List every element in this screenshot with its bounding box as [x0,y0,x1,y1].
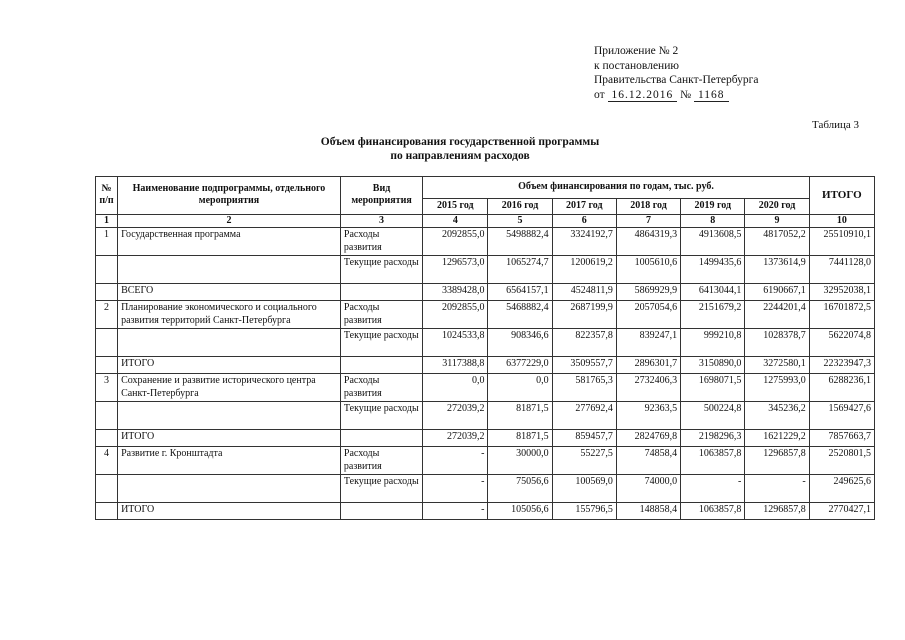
row-value: 1028378,7 [745,329,809,357]
row-value: - [423,475,488,503]
row-name [118,475,341,503]
row-number [96,402,118,430]
row-type: Текущие расходы [340,329,422,357]
row-value: 2151679,2 [681,301,745,329]
row-value: 4913608,5 [681,228,745,256]
row-value: 1698071,5 [681,374,745,402]
row-value: 1296573,0 [423,256,488,284]
row-value: 1200619,2 [552,256,616,284]
table-row [96,228,875,256]
row-value: 3389428,0 [423,284,488,301]
header-year: 2017 год [552,199,616,215]
row-number: 4 [96,447,118,475]
row-value: 3150890,0 [681,357,745,374]
date-prefix: от [594,88,605,101]
row-value: 2092855,0 [423,301,488,329]
row-value: 6564157,1 [488,284,552,301]
title-line-2: по направлениям расходов [390,150,530,162]
row-value: 1065274,7 [488,256,552,284]
row-value: 100569,0 [552,475,616,503]
row-value: 1296857,8 [745,447,809,475]
row-value: 1063857,8 [681,503,745,520]
table-row [96,402,875,430]
table-row [96,329,875,357]
table-row [96,256,875,284]
row-value: 6190667,1 [745,284,809,301]
row-number [96,256,118,284]
row-value: 272039,2 [423,430,488,447]
row-value: 5468882,4 [488,301,552,329]
header-year: 2016 год [488,199,552,215]
row-number [96,503,118,520]
row-value: 3509557,7 [552,357,616,374]
row-value: 148858,4 [616,503,680,520]
row-value: 1005610,6 [616,256,680,284]
header-total: ИТОГО [809,177,874,215]
row-name: ИТОГО [118,503,341,520]
row-total: 7857663,7 [809,430,874,447]
row-value: 581765,3 [552,374,616,402]
row-value: 272039,2 [423,402,488,430]
row-type: Расходы развития [340,447,422,475]
row-value: 81871,5 [488,402,552,430]
row-total: 16701872,5 [809,301,874,329]
row-value: - [423,503,488,520]
row-value: 1296857,8 [745,503,809,520]
header-num: № п/п [96,177,118,215]
row-value: 4864319,3 [616,228,680,256]
row-total: 5622074,8 [809,329,874,357]
row-value: 55227,5 [552,447,616,475]
appendix-line-3: Правительства Санкт-Петербурга [594,74,759,86]
row-total: 2770427,1 [809,503,874,520]
row-total: 1569427,6 [809,402,874,430]
header-funding: Объем финансирования по годам, тыс. руб. [423,177,809,199]
row-value: - [423,447,488,475]
row-total: 22323947,3 [809,357,874,374]
number-prefix: № [680,88,692,101]
row-number [96,475,118,503]
appendix-line-2: к постановлению [594,59,679,72]
header-year: 2015 год [423,199,488,215]
table-row [96,301,875,329]
row-number [96,430,118,447]
appendix-date-line [594,88,759,103]
row-value: 1275993,0 [745,374,809,402]
row-type: Расходы развития [340,374,422,402]
header-year: 2020 год [745,199,809,215]
column-number: 9 [745,214,809,228]
table-row [96,475,875,503]
column-number: 6 [552,214,616,228]
row-number: 2 [96,301,118,329]
decree-date: 16.12.2016 [608,89,678,102]
row-value: 1499435,6 [681,256,745,284]
column-number: 5 [488,214,552,228]
table-row [96,374,875,402]
funding-table [95,176,875,520]
row-value: 908346,6 [488,329,552,357]
row-name: Сохранение и развитие исторического центра Санкт-Петербурга [118,374,341,402]
row-value: 2687199,9 [552,301,616,329]
row-name: Развитие г. Кронштадта [118,447,341,475]
row-value: 30000,0 [488,447,552,475]
row-value: 92363,5 [616,402,680,430]
appendix-line-1: Приложение № 2 [594,45,679,57]
row-value: 2732406,3 [616,374,680,402]
row-type [340,430,422,447]
row-value: 0,0 [488,374,552,402]
decree-number: 1168 [694,89,729,102]
header-year: 2018 год [616,199,680,215]
row-total: 32952038,1 [809,284,874,301]
row-value: 3117388,8 [423,357,488,374]
appendix-block [594,44,759,102]
column-number: 7 [616,214,680,228]
row-value: 74000,0 [616,475,680,503]
row-name [118,256,341,284]
row-value: 3324192,7 [552,228,616,256]
title-line-1: Объем финансирования государственной программы [320,136,600,148]
row-total: 2520801,5 [809,447,874,475]
row-type: Расходы развития [340,301,422,329]
row-value: 2896301,7 [616,357,680,374]
header-type: Вид мероприятия [340,177,422,215]
row-value: 105056,6 [488,503,552,520]
row-value: 74858,4 [616,447,680,475]
table-label: Таблица 3 [812,119,860,131]
row-value: 2198296,3 [681,430,745,447]
row-value: - [745,475,809,503]
row-value: 3272580,1 [745,357,809,374]
row-value: 345236,2 [745,402,809,430]
table-row [96,284,875,301]
row-type [340,284,422,301]
row-value: 5498882,4 [488,228,552,256]
row-value: 81871,5 [488,430,552,447]
row-value: 4817052,2 [745,228,809,256]
row-value: 500224,8 [681,402,745,430]
header-year: 2019 год [681,199,745,215]
row-name: ИТОГО [118,357,341,374]
row-name: ИТОГО [118,430,341,447]
row-total: 249625,6 [809,475,874,503]
table-row [96,430,875,447]
row-value: 1621229,2 [745,430,809,447]
header-name: Наименование подпрограммы, отдельного мероприятия [118,177,341,215]
row-value: 5869929,9 [616,284,680,301]
table-row [96,357,875,374]
row-name [118,329,341,357]
row-value: 4524811,9 [552,284,616,301]
column-number: 3 [340,214,422,228]
column-number: 10 [809,214,874,228]
row-value: 1024533,8 [423,329,488,357]
table-row [96,447,875,475]
row-value: 6377229,0 [488,357,552,374]
row-total: 25510910,1 [809,228,874,256]
row-type [340,357,422,374]
document-title [300,135,620,163]
row-value: 2824769,8 [616,430,680,447]
row-type: Расходы развития [340,228,422,256]
row-value: 1373614,9 [745,256,809,284]
row-number: 1 [96,228,118,256]
row-number [96,284,118,301]
row-name [118,402,341,430]
row-type: Текущие расходы [340,256,422,284]
row-type [340,503,422,520]
column-number: 1 [96,214,118,228]
row-value: 155796,5 [552,503,616,520]
row-value: - [681,475,745,503]
row-type: Текущие расходы [340,402,422,430]
row-name: ВСЕГО [118,284,341,301]
column-number: 4 [423,214,488,228]
row-total: 7441128,0 [809,256,874,284]
row-number [96,329,118,357]
row-name: Планирование экономического и социального развития территорий Санкт-Петербурга [118,301,341,329]
row-number [96,357,118,374]
row-value: 277692,4 [552,402,616,430]
row-value: 859457,7 [552,430,616,447]
row-type: Текущие расходы [340,475,422,503]
column-number: 8 [681,214,745,228]
column-number: 2 [118,214,341,228]
row-value: 999210,8 [681,329,745,357]
row-value: 0,0 [423,374,488,402]
column-number-row [96,214,875,228]
table-body [96,228,875,520]
row-total: 6288236,1 [809,374,874,402]
row-name: Государственная программа [118,228,341,256]
row-value: 75056,6 [488,475,552,503]
row-value: 2244201,4 [745,301,809,329]
row-value: 1063857,8 [681,447,745,475]
table-row [96,503,875,520]
row-value: 2092855,0 [423,228,488,256]
row-value: 822357,8 [552,329,616,357]
row-number: 3 [96,374,118,402]
row-value: 839247,1 [616,329,680,357]
row-value: 6413044,1 [681,284,745,301]
row-value: 2057054,6 [616,301,680,329]
